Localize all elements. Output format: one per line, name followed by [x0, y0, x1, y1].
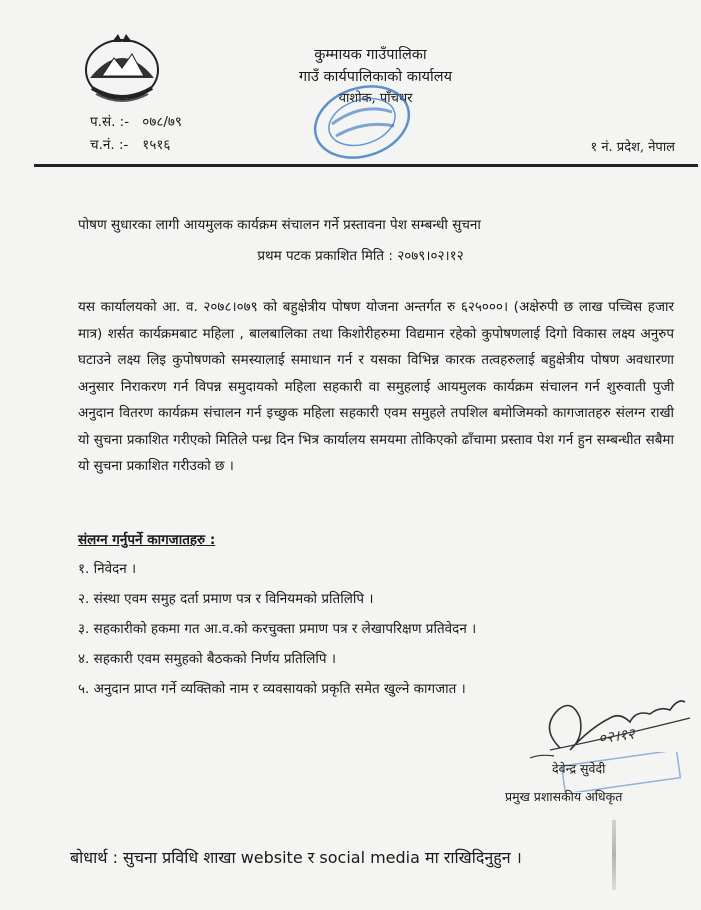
attachment-item: ३. सहकारीको हकमा गत आ.व.को करचुक्ता प्रमाण पत्र र लेखापरिक्षण प्रतिवेदन । [78, 621, 477, 637]
notice-subject: पोषण सुधारका लागी आयमुलक कार्यक्रम संचालन गर्ने प्रस्तावना पेश सम्बन्धी सुचना [78, 217, 481, 233]
office-name-line3: याशोक, पाँचथर [338, 91, 413, 106]
reference-cn [90, 135, 170, 153]
office-stamp-seal [302, 82, 422, 160]
attachment-item: १. निवेदन । [78, 561, 137, 577]
province-label: १ नं. प्रदेश, नेपाल [590, 140, 675, 155]
scan-artifact [612, 820, 616, 890]
ref-cn-label: च.नं. :- [90, 137, 129, 153]
attachment-item: २. संस्था एवम समुह दर्ता प्रमाण पत्र र विनियमको प्रतिलिपि । [78, 591, 374, 607]
attachment-item: ५. अनुदान प्राप्त गर्ने व्यक्तिको नाम र व्यवसायको प्रकृति समेत खुल्ने कागजात । [78, 681, 466, 697]
office-name-line1: कुम्मायक गाउँपालिका [314, 47, 427, 63]
footer-note: बोधार्थ : सुचना प्रविधि शाखा website र social media मा राखिदिनुहुन । [70, 848, 522, 867]
published-date: प्रथम पटक प्रकाशित मिति : २०७९।०२।१२ [257, 248, 464, 264]
ref-cn-value: १५१६ [142, 137, 171, 153]
ref-ps-value: ०७८/७९ [142, 114, 182, 130]
notice-body: यस कार्यालयको आ. व. २०७८।०७९ को बहुक्षेत्रीय पोषण योजना अन्तर्गत रु ६२५०००। (अक्षेरुपी छ लाख पच्चिस हजार मात्र) शर्सत कार्यक्रमबाट महिला , बालबालिका तथा किशोरीहरुमा विद्यमान रहेको कुपोषणलाई दिगो विकास लक्ष्य अनुरुप घटाउने लक्ष्य लिइ कुपोषणको समस्यालाई समाधान गर्न र यसका विभिन्न कारक तत्वहरुलाई बहुक्षेत्रीय पोषण अवधारणा अनुसार निराकरण गर्न विपन्न समुदायको महिला सहकारी वा समुहलाई आयमुलक कार्यक्रम संचालन गर्न शुरुवाती पुजी अनुदान वितरण कार्यक्रम संचालन गर्न इच्छुक महिला सहकारी एवम समुहले तपशिल बमोजिमको कागजातहरु संलग्न राखी यो सुचना प्रकाशित गरीएको मितिले पन्ध्र दिन भित्र कार्यालय समयमा तोकिएको ढाँचामा प्रस्ताव पेश गर्न हुन सम्बन्धीत सबैमा यो सुचना प्रकाशित गरीउको छ । [78, 299, 674, 474]
signature-date: ०२।१२ [596, 724, 636, 748]
attachments-heading: संलग्न गर्नुपर्ने कागजातहरु : [78, 532, 216, 548]
signer-name: देवेन्द्र सुवेदी [552, 761, 606, 776]
reference-ps [90, 112, 182, 130]
header-divider [34, 164, 698, 167]
office-name-line2: गाउँ कार्यपालिकाको कार्यालय [298, 69, 453, 85]
ref-ps-label: प.सं. :- [90, 114, 130, 130]
signer-title: प्रमुख प्रशासकीय अधिकृत [505, 789, 623, 804]
attachment-item: ४. सहकारी एवम समुहको बैठकको निर्णय प्रतिलिपि । [78, 651, 336, 667]
